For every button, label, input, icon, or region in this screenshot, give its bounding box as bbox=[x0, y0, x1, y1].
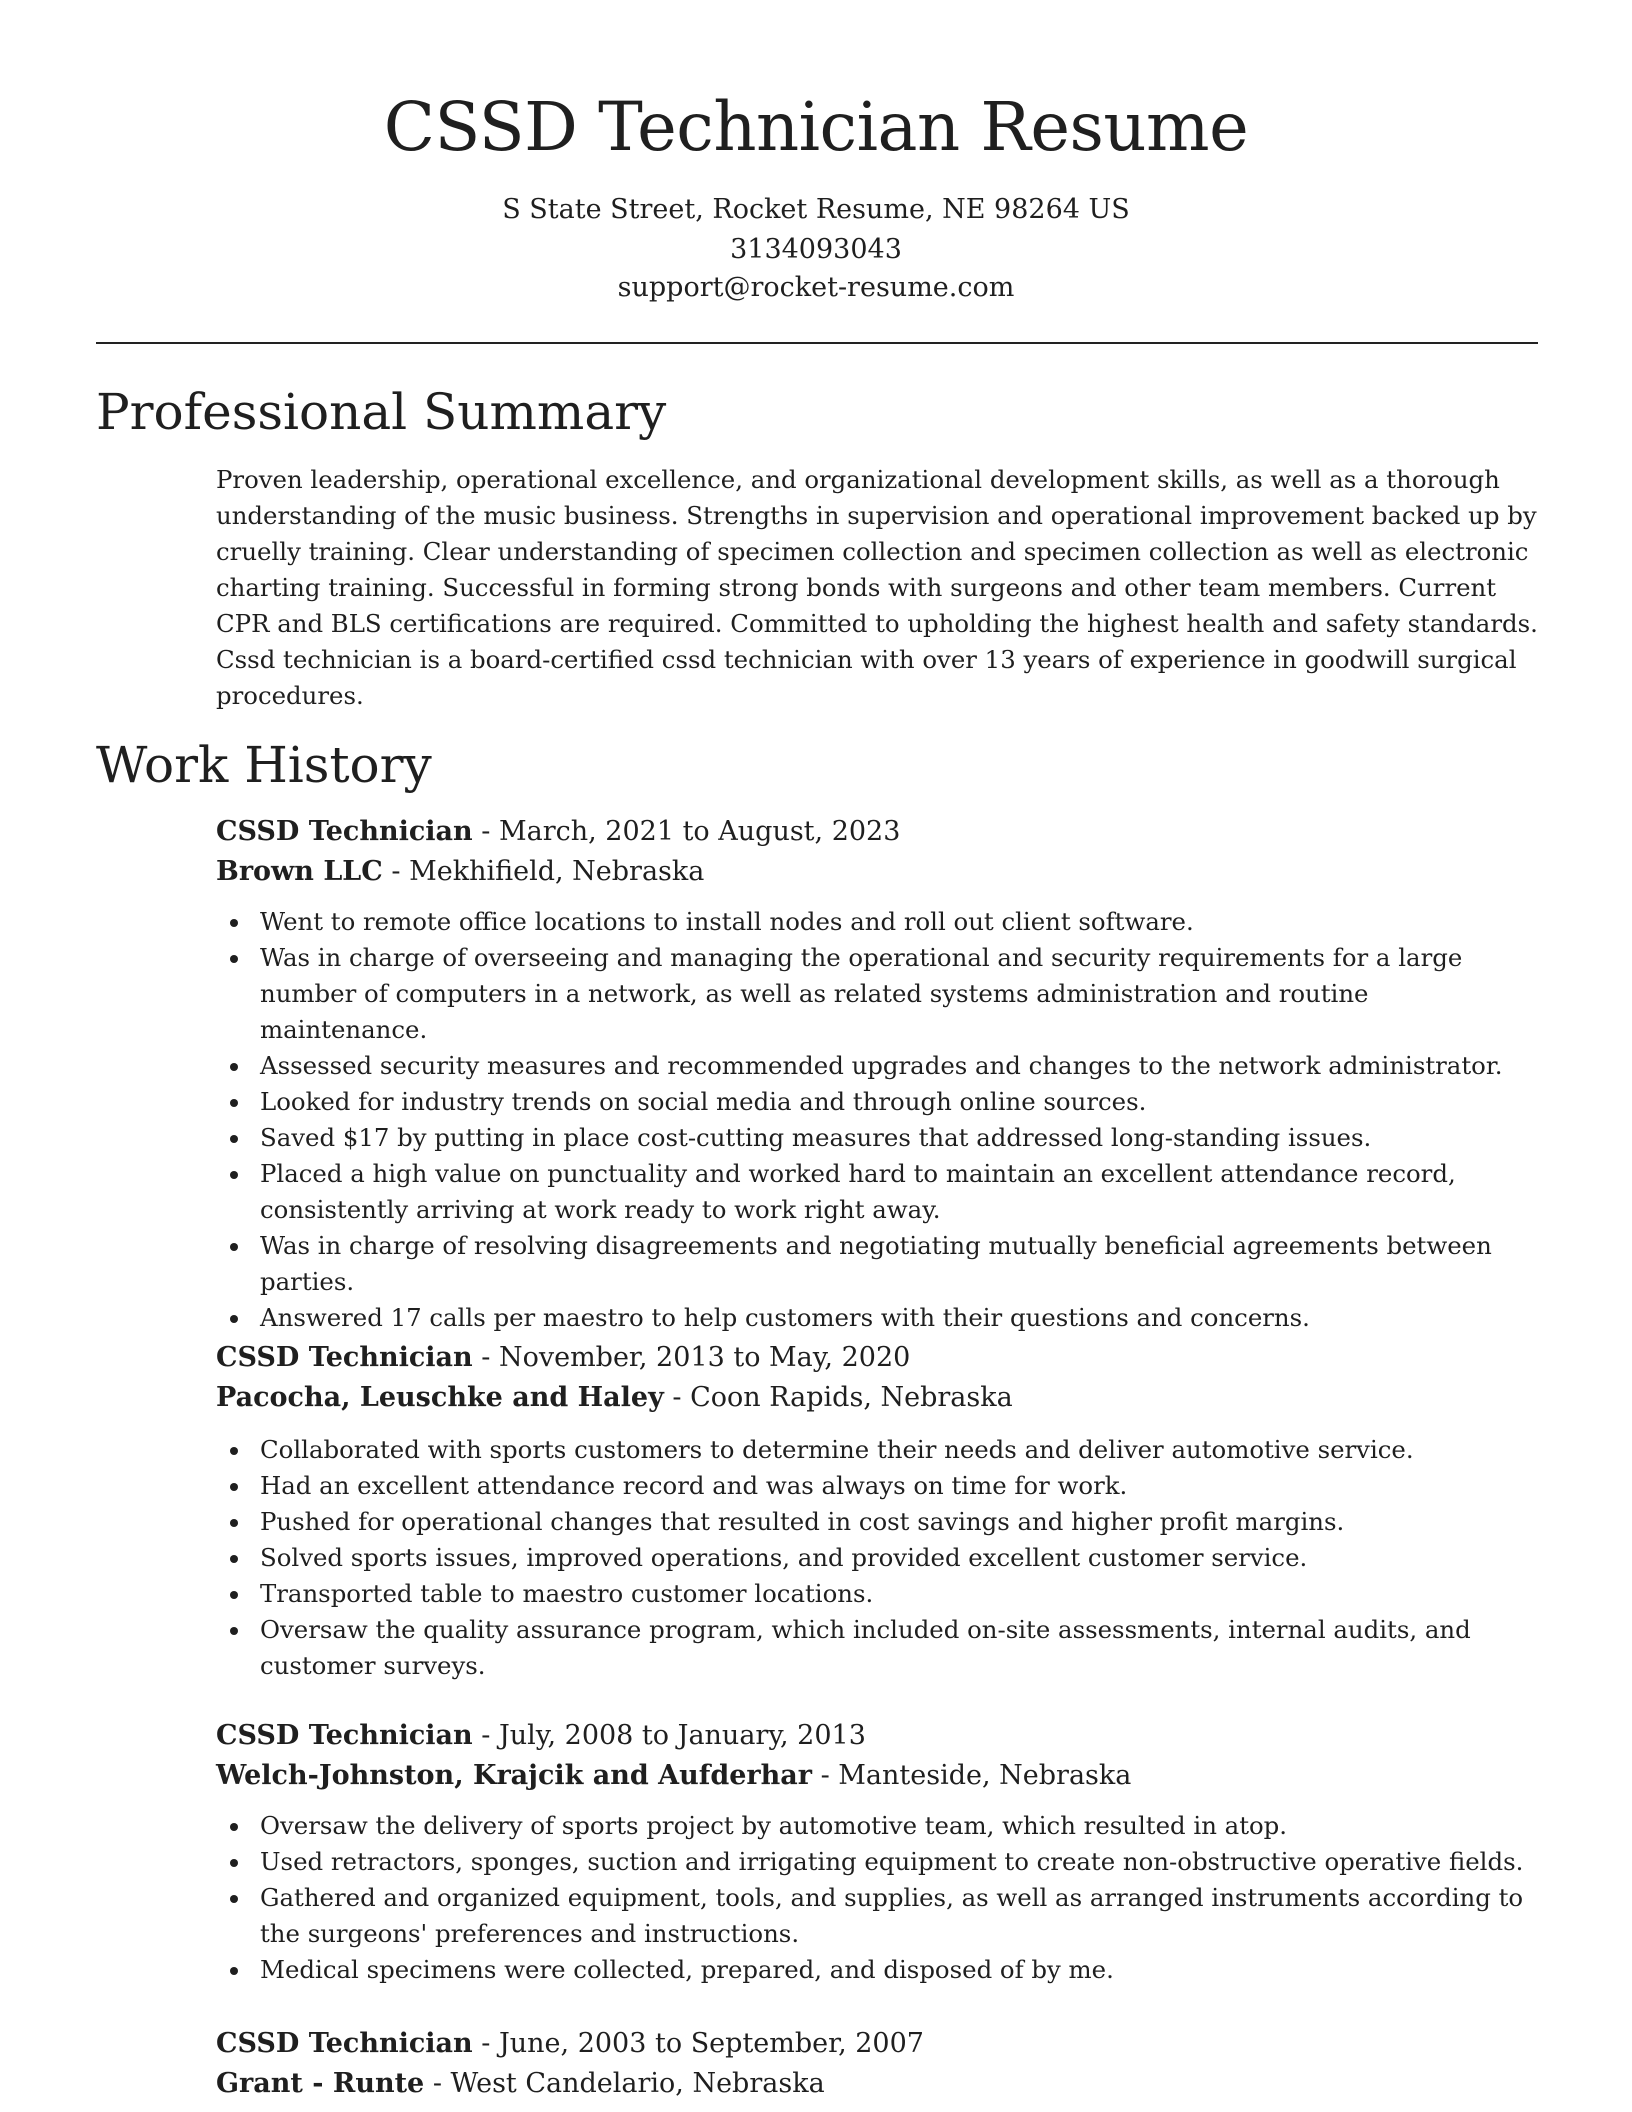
list-item: Answered 17 calls per maestro to help customers with their questions and concerns. bbox=[216, 1300, 1538, 1336]
header-divider bbox=[96, 342, 1538, 344]
list-item: Saved $17 by putting in place cost-cutting measures that addressed long-standing issues. bbox=[216, 1120, 1538, 1156]
list-item: Collaborated with sports customers to determine their needs and deliver automotive service. bbox=[216, 1432, 1538, 1468]
job-company: Grant - Runte bbox=[216, 2068, 425, 2099]
job-entry bbox=[216, 1716, 1538, 1988]
job-company-line bbox=[216, 1378, 1538, 1418]
job-company-line bbox=[216, 852, 1538, 892]
job-title: CSSD Technician bbox=[216, 816, 473, 847]
job-title-line bbox=[216, 2024, 1538, 2064]
list-item: Transported table to maestro customer locations. bbox=[216, 1576, 1538, 1612]
list-item: Oversaw the quality assurance program, which included on-site assessments, internal audits, and customer surveys. bbox=[216, 1612, 1538, 1684]
job-title-line bbox=[216, 1716, 1538, 1756]
list-item: Gathered and organized equipment, tools, and supplies, as well as arranged instruments according to the surgeons' preferences and instructions. bbox=[216, 1880, 1538, 1952]
job-bullets bbox=[216, 904, 1538, 1336]
job-dates: - March, 2021 to August, 2023 bbox=[472, 816, 901, 847]
job-entry bbox=[216, 812, 1538, 1336]
job-title-line bbox=[216, 1338, 1538, 1378]
job-company-line bbox=[216, 2064, 1538, 2104]
job-dates: - November, 2013 to May, 2020 bbox=[472, 1342, 911, 1373]
work-history-heading: Work History bbox=[96, 736, 432, 794]
job-dates: - June, 2003 to September, 2007 bbox=[472, 2028, 924, 2059]
job-bullets bbox=[216, 1808, 1538, 1988]
list-item: Looked for industry trends on social media and through online sources. bbox=[216, 1084, 1538, 1120]
list-item: Placed a high value on punctuality and worked hard to maintain an excellent attendance record, consistently arriving at work ready to work right away. bbox=[216, 1156, 1538, 1228]
job-title: CSSD Technician bbox=[216, 1720, 473, 1751]
job-location: - Manteside, Nebraska bbox=[811, 1760, 1132, 1791]
job-company: Brown LLC bbox=[216, 856, 383, 887]
job-entry bbox=[216, 2024, 1538, 2104]
contact-address: S State Street, Rocket Resume, NE 98264 US bbox=[502, 194, 1130, 225]
job-title: CSSD Technician bbox=[216, 1342, 473, 1373]
list-item: Went to remote office locations to install nodes and roll out client software. bbox=[216, 904, 1538, 940]
job-location: - Coon Rapids, Nebraska bbox=[663, 1382, 1013, 1413]
job-company: Welch-Johnston, Krajcik and Aufderhar bbox=[216, 1760, 812, 1791]
job-title: CSSD Technician bbox=[216, 2028, 473, 2059]
list-item: Assessed security measures and recommended upgrades and changes to the network administrator. bbox=[216, 1048, 1538, 1084]
list-item: Oversaw the delivery of sports project by automotive team, which resulted in atop. bbox=[216, 1808, 1538, 1844]
job-bullets bbox=[216, 1432, 1538, 1684]
list-item: Solved sports issues, improved operations, and provided excellent customer service. bbox=[216, 1540, 1538, 1576]
list-item: Was in charge of resolving disagreements and negotiating mutually beneficial agreements between parties. bbox=[216, 1228, 1538, 1300]
summary-text: Proven leadership, operational excellence, and organizational development skills, as well as a thorough understanding of the music business. Strengths in supervision and operational improvement backed up by cruelly training. Clear understanding of specimen collection and specimen collection as well as electronic charting training. Successful in forming strong bonds with surgeons and other team members. Current CPR and BLS certifications are required. Committed to upholding the highest health and safety standards. Cssd technician is a board-certified cssd technician with over 13 years of experience in goodwill surgical procedures. bbox=[216, 465, 1538, 710]
resume-title: CSSD Technician Resume bbox=[383, 88, 1249, 166]
summary-heading: Professional Summary bbox=[96, 383, 667, 441]
contact-email: support@rocket-resume.com bbox=[617, 272, 1015, 303]
job-company: Pacocha, Leuschke and Haley bbox=[216, 1382, 664, 1413]
job-title-line bbox=[216, 812, 1538, 852]
list-item: Was in charge of overseeing and managing the operational and security requirements for a large number of computers in a network, as well as related systems administration and routine maintenance. bbox=[216, 940, 1538, 1048]
job-location: - Mekhifield, Nebraska bbox=[382, 856, 705, 887]
list-item: Used retractors, sponges, suction and irrigating equipment to create non-obstructive operative fields. bbox=[216, 1844, 1538, 1880]
list-item: Pushed for operational changes that resulted in cost savings and higher profit margins. bbox=[216, 1504, 1538, 1540]
job-dates: - July, 2008 to January, 2013 bbox=[472, 1720, 866, 1751]
job-location: - West Candelario, Nebraska bbox=[424, 2068, 825, 2099]
job-company-line bbox=[216, 1756, 1538, 1796]
job-entry bbox=[216, 1338, 1538, 1684]
list-item: Medical specimens were collected, prepared, and disposed of by me. bbox=[216, 1952, 1538, 1988]
list-item: Had an excellent attendance record and was always on time for work. bbox=[216, 1468, 1538, 1504]
contact-phone: 3134093043 bbox=[730, 234, 902, 265]
